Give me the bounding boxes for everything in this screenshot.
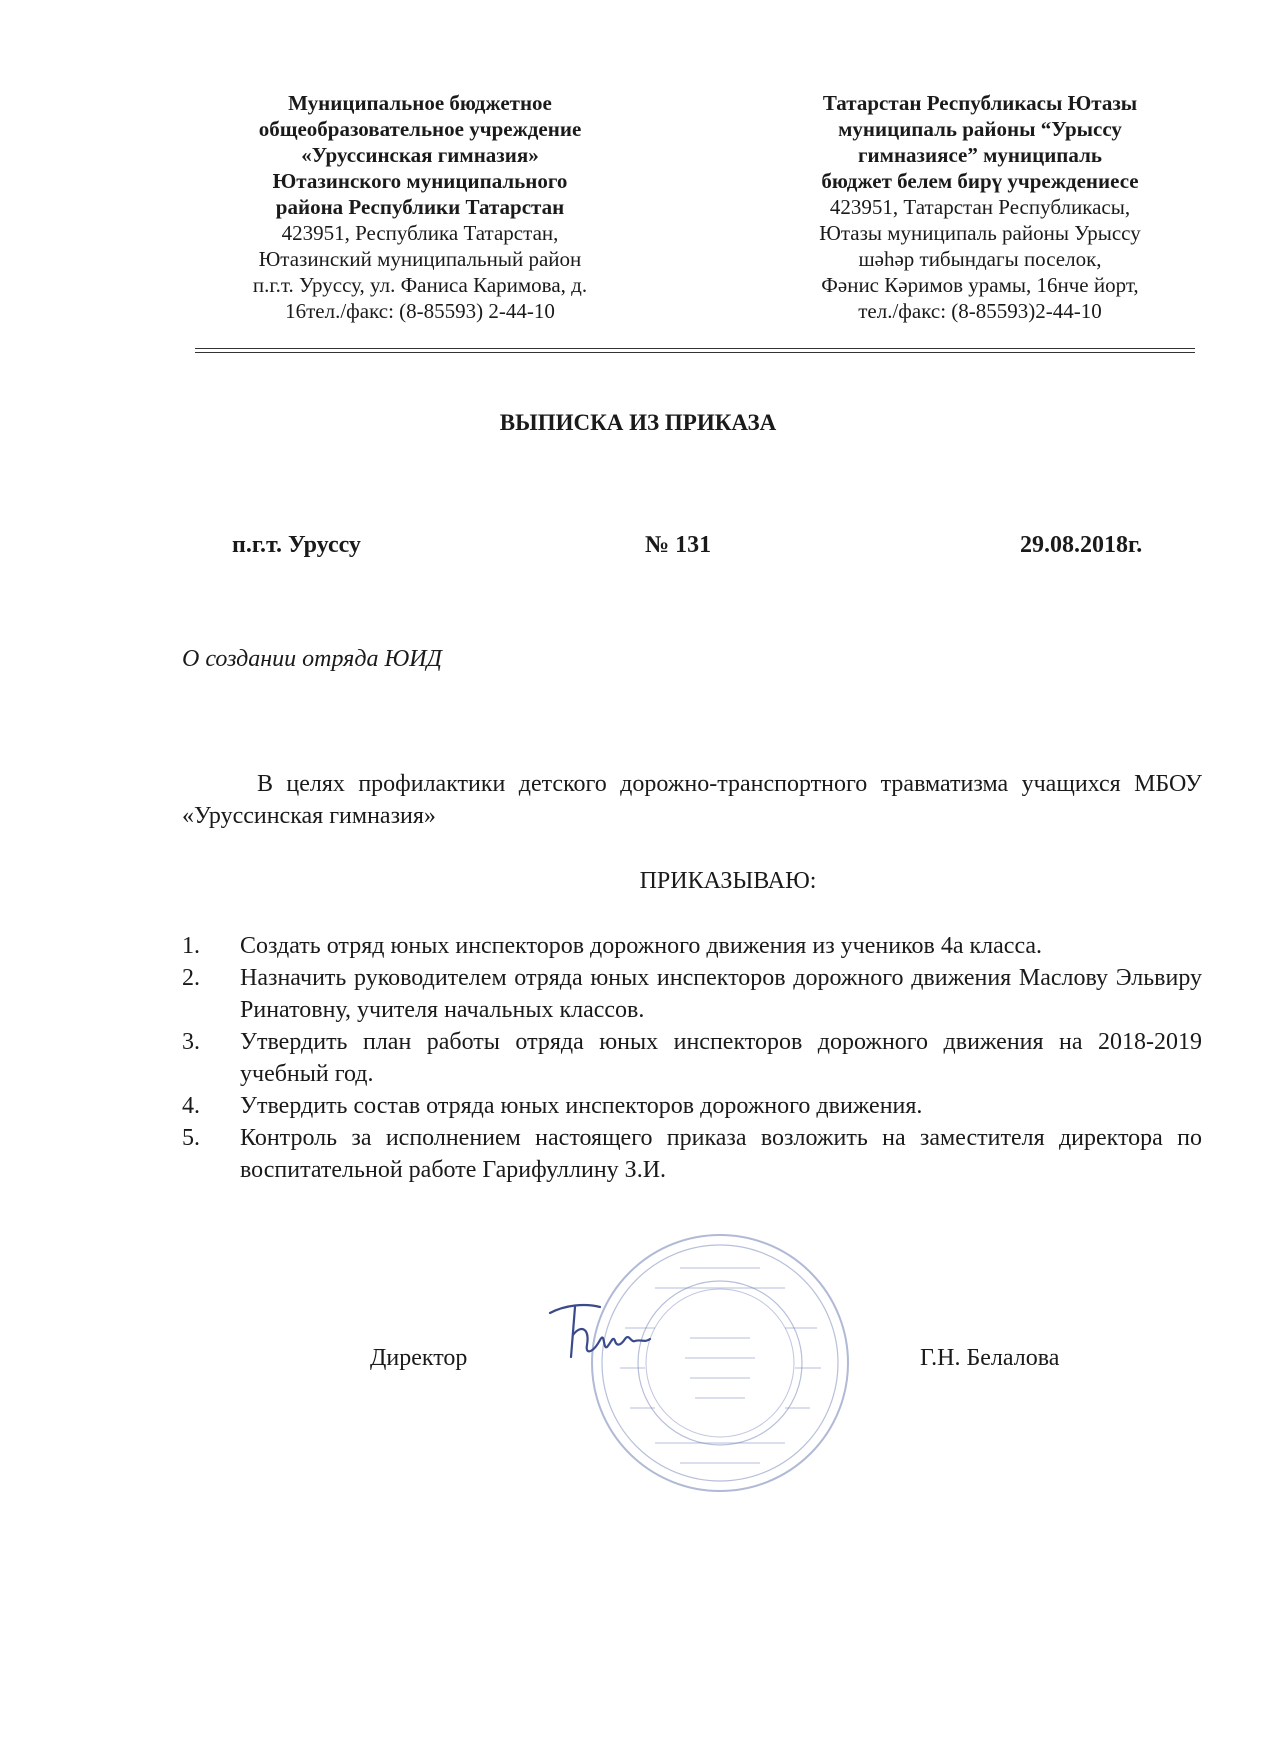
- header-left-line: «Уруссинская гимназия»: [301, 143, 539, 167]
- director-signature: [545, 1295, 655, 1375]
- header-left-address-line: п.г.т. Уруссу, ул. Фаниса Каримова, д.: [252, 273, 588, 297]
- signature-position: Директор: [370, 1345, 468, 1371]
- order-item: [182, 1122, 1202, 1186]
- order-subject: О создании отряда ЮИД: [182, 646, 442, 672]
- header-left-address-line: 423951, Республика Татарстан,: [281, 221, 559, 245]
- header-left-line: Ютазинского муниципального: [272, 169, 568, 193]
- header-left-line: района Республики Татарстан: [275, 195, 565, 219]
- order-item: [182, 962, 1202, 1026]
- header-right-line: гимназиясе” муниципаль: [858, 143, 1102, 167]
- order-item-number: 2.: [182, 965, 200, 991]
- order-item-text: Создать отряд юных инспекторов дорожного движения из учеников 4а класса.: [240, 933, 1043, 959]
- header-right-block: [770, 90, 1190, 324]
- header-right-address-line: Фәнис Кәримов урамы, 16нче йорт,: [821, 273, 1139, 297]
- order-number: № 131: [645, 532, 712, 558]
- order-item-text: Утвердить план работы отряда юных инспекторов дорожного движения на 2018-2019 учебный год.: [240, 1029, 1202, 1087]
- header-right-line: Татарстан Республикасы Ютазы: [822, 91, 1138, 115]
- header-divider: [195, 348, 1195, 349]
- header-right-address-line: тел./факс: (8-85593)2-44-10: [858, 299, 1102, 323]
- header-left-line: Муниципальное бюджетное: [288, 91, 552, 115]
- order-preamble: В целях профилактики детского дорожно-транспортного травматизма учащихся МБОУ «Уруссинская гимназия»: [182, 771, 1202, 829]
- document-title: ВЫПИСКА ИЗ ПРИКАЗА: [499, 410, 777, 435]
- order-directive: ПРИКАЗЫВАЮ:: [639, 868, 817, 894]
- order-items-list: [182, 930, 1202, 1186]
- order-item-number: 3.: [182, 1029, 200, 1055]
- order-item-number: 4.: [182, 1093, 200, 1119]
- order-place: п.г.т. Уруссу: [232, 532, 361, 558]
- header-divider: [195, 352, 1195, 353]
- order-item-number: 5.: [182, 1125, 200, 1151]
- order-item-text: Утвердить состав отряда юных инспекторов дорожного движения.: [240, 1093, 923, 1119]
- header-left-line: общеобразовательное учреждение: [258, 117, 582, 141]
- order-item: [182, 930, 1202, 962]
- header-right-line: бюджет белем бирү учреждениесе: [821, 169, 1139, 193]
- order-item-text: Назначить руководителем отряда юных инспекторов дорожного движения Маслову Эльвиру Ринатовну, учителя начальных классов.: [240, 965, 1202, 1023]
- header-left-block: [200, 90, 640, 324]
- header-right-address-line: Ютазы муниципаль районы Урыссу: [819, 221, 1141, 245]
- order-item: [182, 1090, 1202, 1122]
- header-right-address-line: 423951, Татарстан Республикасы,: [829, 195, 1131, 219]
- order-item-number: 1.: [182, 933, 200, 959]
- header-left-address-line: 16тел./факс: (8-85593) 2-44-10: [285, 299, 555, 323]
- signature-name: Г.Н. Белалова: [920, 1345, 1060, 1371]
- header-right-line: муниципаль районы “Урыссу: [838, 117, 1122, 141]
- header-right-address-line: шәһәр тибындагы поселок,: [858, 247, 1102, 271]
- order-item-text: Контроль за исполнением настоящего приказа возложить на заместителя директора по воспитательной работе Гарифуллину З.И.: [240, 1125, 1202, 1183]
- order-date: 29.08.2018г.: [1020, 532, 1143, 558]
- header-left-address-line: Ютазинский муниципальный район: [258, 247, 582, 271]
- order-item: [182, 1026, 1202, 1090]
